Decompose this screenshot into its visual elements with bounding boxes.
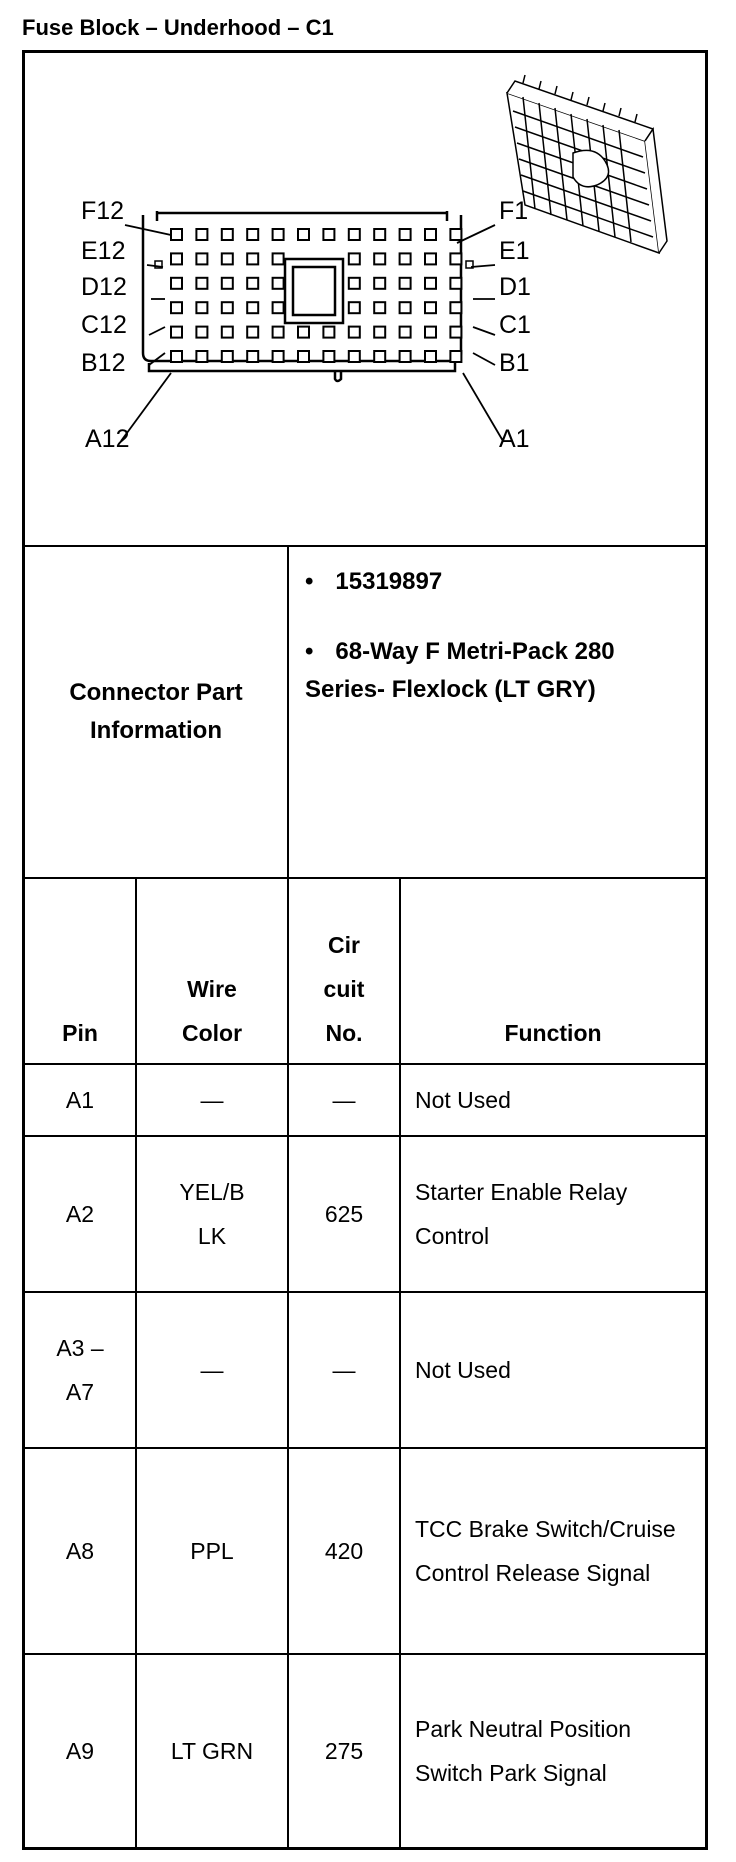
page-title: Fuse Block – Underhood – C1 xyxy=(22,15,334,40)
table-header-row xyxy=(25,879,705,1065)
circuit-cell: — xyxy=(332,1357,356,1383)
pin-cavity xyxy=(196,327,207,338)
pin-cavity xyxy=(196,229,207,240)
pin-cavity xyxy=(273,302,284,313)
pin-label-e12: E12 xyxy=(81,237,126,265)
pin-cavity xyxy=(349,351,360,362)
pin-cavity xyxy=(247,327,258,338)
pin-cavity xyxy=(171,253,182,264)
function-cell: Not Used xyxy=(415,1087,511,1113)
pin-label-f1: F1 xyxy=(499,197,529,225)
part-description: 68-Way F Metri-Pack 280 Series- Flexlock (LT GRY) xyxy=(305,638,615,703)
table-row xyxy=(25,1065,705,1137)
table-row xyxy=(25,1293,705,1449)
pin-cavity xyxy=(349,302,360,313)
function-cell: Park Neutral Position Switch Park Signal xyxy=(415,1716,632,1786)
pin-cavity xyxy=(196,302,207,313)
pin-cavity xyxy=(196,351,207,362)
pin-cavity xyxy=(450,327,461,338)
pin-cavity xyxy=(222,351,233,362)
wire-color-cell: — xyxy=(200,1087,224,1113)
part-number: 15319897 xyxy=(335,568,443,595)
pin-cell: A2 xyxy=(65,1201,95,1227)
pin-cavity xyxy=(171,302,182,313)
pin-cavity xyxy=(247,278,258,289)
wire-color-cell: PPL xyxy=(190,1538,234,1564)
circuit-cell: — xyxy=(332,1087,356,1113)
pin-cavity xyxy=(196,253,207,264)
pin-cavity xyxy=(400,278,411,289)
circuit-cell: 625 xyxy=(324,1201,364,1227)
function-cell: TCC Brake Switch/Cruise Control Release Signal xyxy=(415,1516,676,1586)
connector-sheet xyxy=(22,50,708,1850)
pin-cavity xyxy=(273,229,284,240)
pin-cavity xyxy=(425,278,436,289)
pin-cavity xyxy=(425,253,436,264)
pin-cavity xyxy=(323,351,334,362)
pin-label-a1: A1 xyxy=(499,425,530,453)
pin-cavity xyxy=(374,278,385,289)
pin-cavity xyxy=(247,302,258,313)
pin-cavity xyxy=(425,327,436,338)
pin-cavity xyxy=(374,351,385,362)
circuit-cell: 420 xyxy=(324,1538,364,1564)
wire-color-cell: LT GRN xyxy=(170,1738,254,1764)
pin-cavity xyxy=(247,229,258,240)
pin-cavity xyxy=(273,278,284,289)
pin-cavity xyxy=(400,327,411,338)
pin-cavity xyxy=(222,229,233,240)
pin-cavity xyxy=(374,302,385,313)
pin-cavity xyxy=(400,253,411,264)
table-row xyxy=(25,1449,705,1655)
table-row xyxy=(25,1655,705,1847)
pin-cavity xyxy=(400,302,411,313)
pin-cavity xyxy=(196,278,207,289)
wire-color-cell: — xyxy=(200,1357,224,1383)
pin-cavity xyxy=(450,253,461,264)
pin-cavity xyxy=(273,253,284,264)
pin-label-b12: B12 xyxy=(81,349,126,377)
pin-cell: A9 xyxy=(65,1738,95,1764)
pin-label-d12: D12 xyxy=(81,273,127,301)
header-function: Function xyxy=(504,1020,602,1046)
function-cell: Not Used xyxy=(415,1357,511,1383)
pin-cavity xyxy=(450,278,461,289)
pin-cell: A8 xyxy=(65,1538,95,1564)
pin-cavity xyxy=(222,302,233,313)
connector-diagram-section xyxy=(25,53,705,547)
pin-cavity xyxy=(450,229,461,240)
header-circuit-no: Cir cuit No. xyxy=(323,932,365,1046)
header-pin: Pin xyxy=(62,1020,98,1046)
pin-cavity xyxy=(450,302,461,313)
pin-cavity xyxy=(425,351,436,362)
connector-info-row: Connector Part Information • 15319897 • 68-Way F Metri-Pack 280 Series- Flexlock (LT GRY) xyxy=(25,547,705,879)
pin-cavity xyxy=(349,253,360,264)
connector-diagram xyxy=(25,53,705,543)
pin-cavity xyxy=(374,229,385,240)
pin-cell: A1 xyxy=(65,1087,95,1113)
pin-cavity xyxy=(171,278,182,289)
pin-label-e1: E1 xyxy=(499,237,530,265)
pin-cavity xyxy=(247,351,258,362)
pin-cavity xyxy=(450,351,461,362)
pin-cavity xyxy=(323,229,334,240)
pin-cavity xyxy=(298,327,309,338)
pin-cavity xyxy=(323,327,334,338)
pin-label-c1: C1 xyxy=(499,311,531,339)
pin-cell: A3 –A7 xyxy=(56,1335,104,1405)
pin-cavity xyxy=(298,351,309,362)
connector-3d-illustration xyxy=(507,75,667,253)
pin-cavity xyxy=(349,278,360,289)
function-cell: Starter Enable Relay Control xyxy=(415,1179,628,1249)
pin-label-f12: F12 xyxy=(81,197,125,225)
pin-cavity xyxy=(222,327,233,338)
pin-cavity xyxy=(273,327,284,338)
pin-label-a12: A12 xyxy=(85,425,130,453)
pin-cavity xyxy=(171,229,182,240)
connector-info-label: Connector Part Information xyxy=(69,679,243,744)
pin-cavity xyxy=(425,229,436,240)
pin-cavity xyxy=(400,351,411,362)
circuit-cell: 275 xyxy=(324,1738,364,1764)
pin-cavity xyxy=(273,351,284,362)
pin-cavity xyxy=(425,302,436,313)
pin-cavity xyxy=(222,253,233,264)
pin-cavity xyxy=(349,327,360,338)
pin-cavity xyxy=(222,278,233,289)
pin-cavity xyxy=(374,327,385,338)
table-row xyxy=(25,1137,705,1293)
pin-cavity xyxy=(298,229,309,240)
header-wire-color: Wire Color xyxy=(181,976,243,1046)
pin-cavity xyxy=(247,253,258,264)
pin-label-b1: B1 xyxy=(499,349,530,377)
pin-cavity xyxy=(171,351,182,362)
pin-label-c12: C12 xyxy=(81,311,127,339)
pin-cavity xyxy=(374,253,385,264)
pin-cavity xyxy=(349,229,360,240)
pin-cavity xyxy=(400,229,411,240)
pin-label-d1: D1 xyxy=(499,273,531,301)
pin-cavity xyxy=(171,327,182,338)
wire-color-cell: YEL/B LK xyxy=(179,1179,245,1249)
